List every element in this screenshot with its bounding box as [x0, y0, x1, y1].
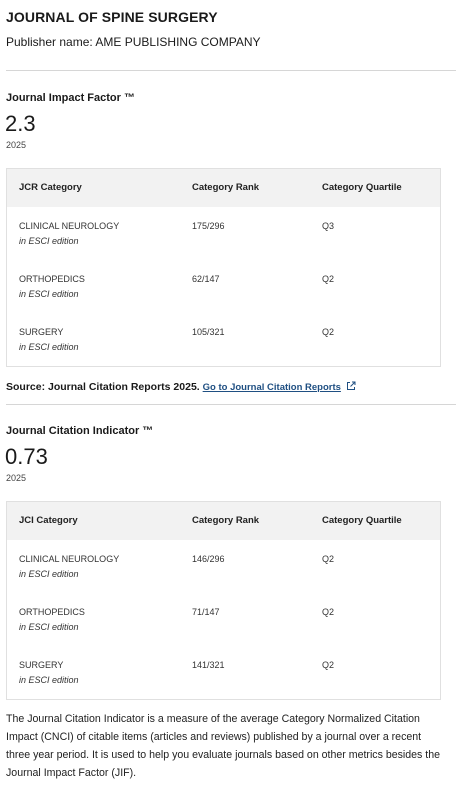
source-line	[6, 381, 356, 393]
category-rank: 71/147	[192, 607, 220, 617]
table-row	[7, 646, 440, 699]
divider-middle	[6, 404, 456, 405]
category-rank: 146/296	[192, 554, 225, 564]
jif-label: Journal Impact Factor ™	[6, 92, 135, 104]
table-row	[7, 593, 440, 646]
category-rank: 62/147	[192, 274, 220, 284]
column-header-quartile: Category Quartile	[322, 182, 402, 193]
category-edition: in ESCI edition	[19, 342, 79, 352]
table-header	[7, 169, 440, 207]
category-name: CLINICAL NEUROLOGY	[19, 221, 120, 231]
table-row	[7, 260, 440, 313]
jci-label: Journal Citation Indicator ™	[6, 425, 154, 437]
category-quartile: Q2	[322, 274, 335, 284]
jcr-link-label: Go to Journal Citation Reports	[202, 382, 341, 393]
category-quartile: Q2	[322, 607, 335, 617]
column-header-rank: Category Rank	[192, 182, 260, 193]
journal-title: JOURNAL OF SPINE SURGERY	[6, 9, 218, 25]
jif-year: 2025	[6, 140, 27, 150]
category-name: ORTHOPEDICS	[19, 607, 85, 617]
jci-category-table	[6, 501, 441, 700]
jcr-link[interactable]	[203, 382, 341, 393]
category-edition: in ESCI edition	[19, 622, 79, 632]
category-rank: 105/321	[192, 327, 225, 337]
jcr-category-table	[6, 168, 441, 367]
source-text: Source: Journal Citation Reports 2025.	[6, 381, 200, 393]
divider-top	[6, 70, 456, 71]
category-quartile: Q2	[322, 660, 335, 670]
publisher-name: Publisher name: AME PUBLISHING COMPANY	[6, 35, 261, 49]
column-header-quartile: Category Quartile	[322, 515, 402, 526]
column-header-category: JCR Category	[19, 182, 82, 193]
category-rank: 175/296	[192, 221, 225, 231]
category-quartile: Q2	[322, 327, 335, 337]
category-name: CLINICAL NEUROLOGY	[19, 554, 120, 564]
column-header-category: JCI Category	[19, 515, 78, 526]
category-edition: in ESCI edition	[19, 236, 79, 246]
jci-value: 0.73	[5, 444, 48, 469]
jci-description: The Journal Citation Indicator is a measure of the average Category Normalized Citation Impact (CNCI) of citable items (articles and reviews) published by a journal over a recent three year period. It is used to help you evaluate journals based on other metrics besides the Journal Impact Factor (JIF).	[6, 713, 441, 779]
table-header	[7, 502, 440, 540]
category-name: SURGERY	[19, 327, 64, 337]
category-quartile: Q2	[322, 554, 335, 564]
category-rank: 141/321	[192, 660, 225, 670]
table-row	[7, 207, 440, 260]
jif-value: 2.3	[5, 111, 36, 136]
category-edition: in ESCI edition	[19, 289, 79, 299]
category-edition: in ESCI edition	[19, 569, 79, 579]
category-name: ORTHOPEDICS	[19, 274, 85, 284]
category-quartile: Q3	[322, 221, 335, 231]
category-edition: in ESCI edition	[19, 675, 79, 685]
external-link-icon[interactable]	[346, 381, 356, 391]
table-row	[7, 313, 440, 366]
column-header-rank: Category Rank	[192, 515, 260, 526]
jci-year: 2025	[6, 473, 27, 483]
table-row	[7, 540, 440, 593]
category-name: SURGERY	[19, 660, 64, 670]
